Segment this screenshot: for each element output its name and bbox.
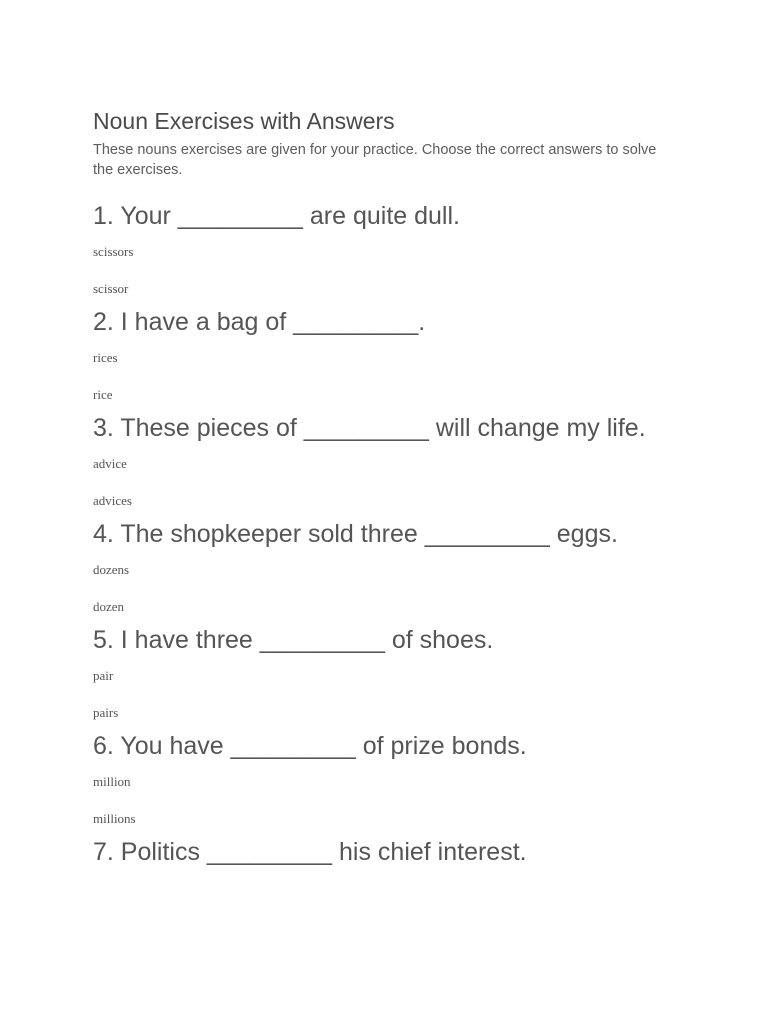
question-1: 1. Your _________ are quite dull. [93, 202, 460, 230]
question-2-option-2[interactable]: rice [93, 387, 113, 402]
page-title: Noun Exercises with Answers [93, 108, 395, 134]
question-1-option-2[interactable]: scissor [93, 281, 129, 296]
question-1-option-1[interactable]: scissors [93, 244, 134, 259]
question-4: 4. The shopkeeper sold three _________ eggs. [93, 520, 618, 548]
question-4-option-2[interactable]: dozen [93, 599, 125, 614]
question-3-option-1[interactable]: advice [93, 456, 127, 471]
question-4-option-1[interactable]: dozens [93, 562, 130, 577]
question-3: 3. These pieces of _________ will change my life. [93, 414, 646, 442]
question-5-option-1[interactable]: pair [93, 668, 114, 683]
question-6: 6. You have _________ of prize bonds. [93, 732, 527, 760]
question-5: 5. I have three _________ of shoes. [93, 626, 494, 654]
question-3-option-2[interactable]: advices [93, 493, 132, 508]
question-6-option-1[interactable]: million [93, 774, 131, 789]
document-page [93, 106, 673, 869]
question-2: 2. I have a bag of _________. [93, 308, 426, 336]
question-6-option-2[interactable]: millions [93, 811, 136, 826]
question-2-option-1[interactable]: rices [93, 350, 118, 365]
question-7: 7. Politics _________ his chief interest. [93, 838, 527, 866]
question-5-option-2[interactable]: pairs [93, 705, 119, 720]
intro-text: These nouns exercises are given for your practice. Choose the correct answers to solve the exercises. [93, 142, 657, 178]
